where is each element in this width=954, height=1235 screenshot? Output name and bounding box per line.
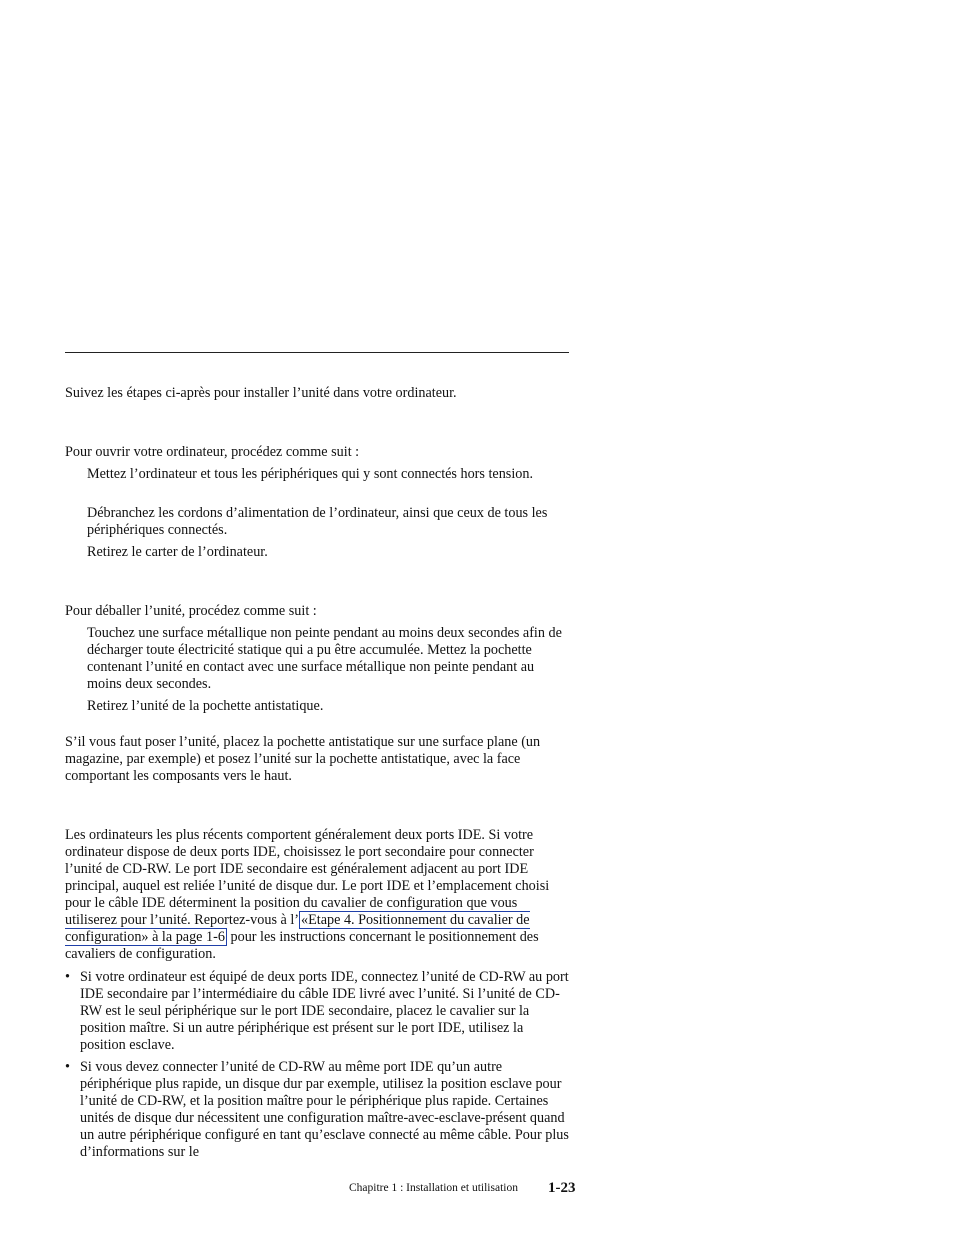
ide-text-before: Les ordinateurs les plus récents comportent généralement deux ports IDE. Si votre ordinateur dispose de deux ports IDE, choisissez le port secondaire pour connecter l’unité de CD-RW. Le port IDE secondaire est généralement adjacent au port IDE principal, auquel est reliée l’unité de disque dur. Le port IDE et l’emplacement choisi pour le câble IDE déterminent la position du cavalier de configuration que vous utiliserez pour l’unité. Reportez-vous à l’ — [65, 827, 550, 928]
list-item — [65, 969, 569, 1054]
bullet-icon: • — [65, 1059, 70, 1075]
page-number: 1-23 — [548, 1180, 576, 1196]
open-lead: Pour ouvrir votre ordinateur, procédez comme suit : — [65, 444, 360, 460]
unpack-step-2: Retirez l’unité de la pochette antistatique. — [87, 698, 324, 714]
list-item — [65, 1059, 569, 1161]
unpack-step-1: Touchez une surface métallique non peinte pendant au moins deux secondes afin de décharger toute électricité statique qui a pu être accumulée. Mettez la pochette contenant l’unité en contact avec une surface métallique non peinte pendant au moins deux secondes. — [87, 625, 562, 692]
open-step-1: Mettez l’ordinateur et tous les périphériques qui y sont connectés hors tension. — [87, 466, 534, 482]
list-item-text: Si vous devez connecter l’unité de CD-RW au même port IDE qu’un autre périphérique plus rapide, un disque dur par exemple, utilisez la position esclave pour l’unité de CD-RW, et la position maître pour le périphérique plus rapide. Certaines unités de disque dur nécessitent une configuration maître-avec-esclave-présent quand un autre périphérique configuré en tant qu’esclave connecté au même câble. Pour plus d’informations sur le — [80, 1059, 569, 1160]
unpack-lead: Pour déballer l’unité, procédez comme suit : — [65, 603, 317, 619]
open-step-2: Débranchez les cordons d’alimentation de l’ordinateur, ainsi que ceux de tous les périphériques connectés. — [87, 505, 548, 538]
unpack-note: S’il vous faut poser l’unité, placez la pochette antistatique sur une surface plane (un magazine, par exemple) et posez l’unité sur la pochette antistatique, avec la face comportant les composants vers le haut. — [65, 734, 541, 784]
open-step-3: Retirez le carter de l’ordinateur. — [87, 544, 268, 560]
intro-paragraph: Suivez les étapes ci-après pour installer l’unité dans votre ordinateur. — [65, 385, 457, 401]
section-divider — [65, 352, 569, 353]
step-4-cross-reference-link[interactable]: «Etape 4. Positionnement du cavalier de configuration» à la page 1-6 — [65, 912, 530, 945]
ide-paragraph — [65, 827, 569, 963]
footer-chapter-title: Chapitre 1 : Installation et utilisation — [349, 1182, 518, 1194]
ide-text-after: pour les instructions concernant le positionnement des cavaliers de configuration. — [65, 929, 539, 962]
list-item-text: Si votre ordinateur est équipé de deux ports IDE, connectez l’unité de CD-RW au port IDE secondaire par l’intermédiaire du câble IDE livré avec l’unité. Si l’unité de CD-RW est le seul périphérique sur le port IDE secondaire, placez le cavalier sur la position maître. Si un autre périphérique est présent sur le port IDE, utilisez la position esclave. — [80, 969, 569, 1053]
bullet-icon: • — [65, 969, 70, 985]
